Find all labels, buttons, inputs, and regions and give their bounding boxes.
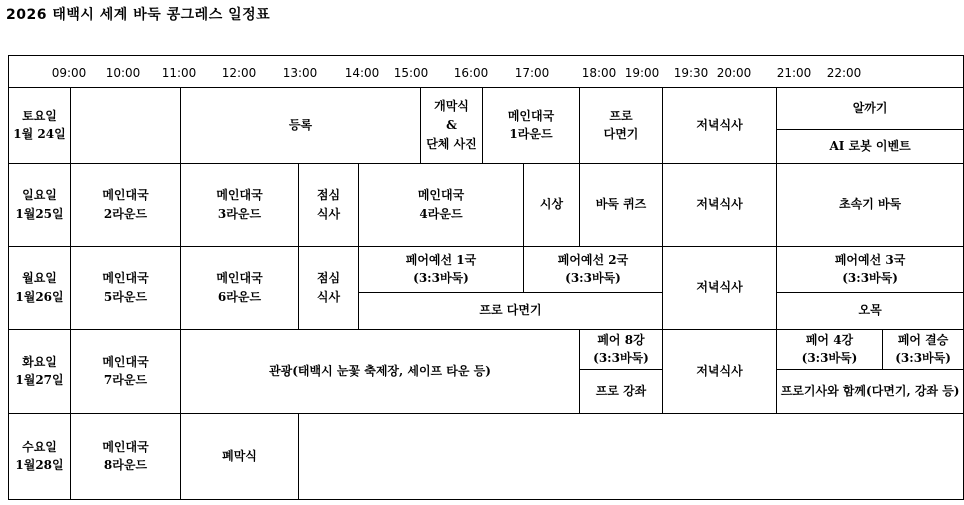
main-game-round8-cell: 메인대국 8라운드	[71, 413, 181, 499]
row-sunday	[9, 163, 964, 246]
lunch-cell: 점심 식사	[299, 246, 359, 329]
main-game-round6-cell: 메인대국 6라운드	[181, 246, 299, 329]
dinner-cell: 저녁식사	[663, 329, 777, 413]
time-label: 18:00	[581, 66, 617, 80]
omok-cell: 오목	[777, 292, 964, 329]
award-cell: 시상	[524, 163, 580, 246]
empty-cell	[71, 87, 181, 163]
time-label: 22:00	[826, 66, 862, 80]
main-game-round2-cell: 메인대국 2라운드	[71, 163, 181, 246]
baduk-quiz-cell: 바둑 퀴즈	[580, 163, 663, 246]
empty-cell	[299, 413, 964, 499]
pair-prelim1-cell: 페어예선 1국 (3:3바둑)	[359, 246, 524, 292]
time-header	[9, 56, 964, 88]
time-header-row	[9, 56, 964, 88]
pair-final-cell: 페어 결승 (3:3바둑)	[883, 329, 964, 369]
closing-ceremony-cell: 폐막식	[181, 413, 299, 499]
registration-cell: 등록	[181, 87, 421, 163]
time-label: 12:00	[221, 66, 257, 80]
row-saturday	[9, 87, 964, 129]
day-label-saturday: 토요일 1월 24일	[9, 87, 71, 163]
algagi-cell: 알까기	[777, 87, 964, 129]
lunch-cell: 점심 식사	[299, 163, 359, 246]
time-label: 19:00	[624, 66, 660, 80]
ai-robot-event-cell: AI 로봇 이벤트	[777, 129, 964, 163]
time-label: 19:30	[673, 66, 709, 80]
time-label: 11:00	[161, 66, 197, 80]
time-label: 09:00	[51, 66, 87, 80]
dinner-cell: 저녁식사	[663, 163, 777, 246]
pair-prelim2-cell: 페어예선 2국 (3:3바둑)	[524, 246, 663, 292]
day-label-sunday: 일요일 1월25일	[9, 163, 71, 246]
row-tuesday	[9, 329, 964, 369]
opening-ceremony-cell: 개막식 & 단체 사진	[421, 87, 483, 163]
main-game-round3-cell: 메인대국 3라운드	[181, 163, 299, 246]
pro-simul-cell: 프로 다면기	[359, 292, 663, 329]
time-label: 16:00	[453, 66, 489, 80]
time-label: 15:00	[393, 66, 429, 80]
day-label-wednesday: 수요일 1월28일	[9, 413, 71, 499]
pro-simul-cell: 프로 다면기	[580, 87, 663, 163]
blitz-baduk-cell: 초속기 바둑	[777, 163, 964, 246]
main-game-round7-cell: 메인대국 7라운드	[71, 329, 181, 413]
main-game-round5-cell: 메인대국 5라운드	[71, 246, 181, 329]
dinner-cell: 저녁식사	[663, 87, 777, 163]
time-label: 21:00	[776, 66, 812, 80]
day-label-tuesday: 화요일 1월27일	[9, 329, 71, 413]
time-label: 17:00	[514, 66, 550, 80]
page-title: 2026 태백시 세계 바둑 콩그레스 일정표	[6, 7, 271, 23]
time-label: 14:00	[344, 66, 380, 80]
row-monday	[9, 246, 964, 292]
time-label: 13:00	[282, 66, 318, 80]
main-game-round1-cell: 메인대국 1라운드	[483, 87, 580, 163]
sightseeing-cell: 관광(태백시 눈꽃 축제장, 세이프 타운 등)	[181, 329, 580, 413]
time-label: 10:00	[105, 66, 141, 80]
time-label: 20:00	[716, 66, 752, 80]
pair-semifinal-cell: 페어 4강 (3:3바둑)	[777, 329, 883, 369]
pair-prelim3-cell: 페어예선 3국 (3:3바둑)	[777, 246, 964, 292]
with-pro-players-cell: 프로기사와 함께(다면기, 강좌 등)	[777, 369, 964, 413]
dinner-cell: 저녁식사	[663, 246, 777, 329]
main-game-round4-cell: 메인대국 4라운드	[359, 163, 524, 246]
pair-quarterfinal-cell: 페어 8강 (3:3바둑)	[580, 329, 663, 369]
row-wednesday	[9, 413, 964, 499]
pro-lecture-cell: 프로 강좌	[580, 369, 663, 413]
day-label-monday: 월요일 1월26일	[9, 246, 71, 329]
schedule-table	[8, 55, 964, 500]
